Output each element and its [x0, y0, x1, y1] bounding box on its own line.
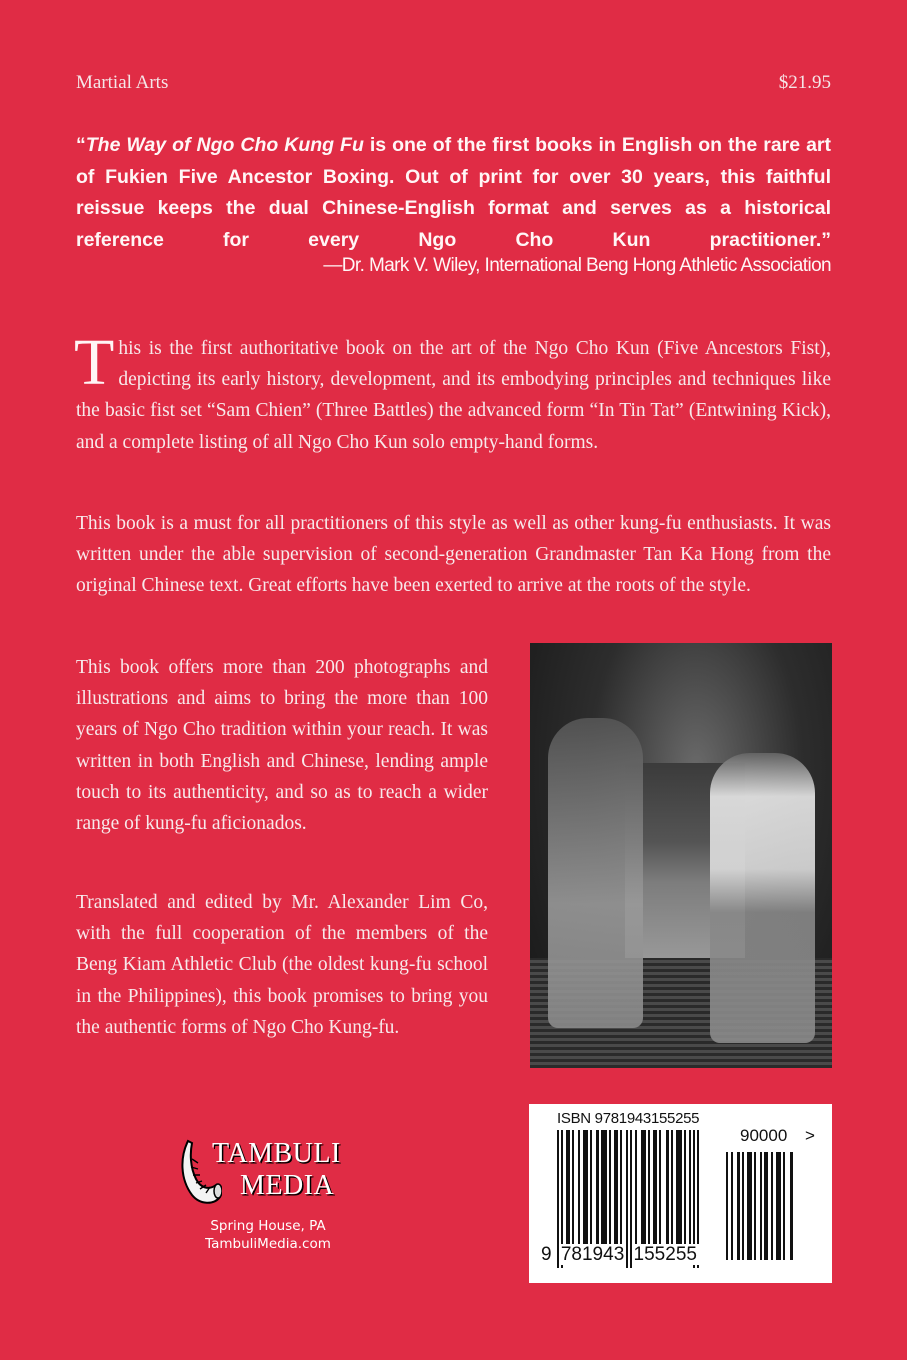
drop-cap: T [74, 326, 115, 399]
quote-attribution: —Dr. Mark V. Wiley, International Beng Hong Athletic Association [323, 255, 831, 276]
photo-figure-right [710, 753, 815, 1043]
paragraph-text: his is the first authoritative book on the art of the Ngo Cho Kun (Five Ancestors Fist), depicting its early history, development, and its embodying principles and techniques like the basic fist set “Sam Chien” (Three Battles) the advanced form “In Tin Tat” (Entwining Kick), and a complete listing of all Ngo Cho Kun solo empty-hand forms. [76, 338, 831, 453]
barcode-digits [539, 1244, 699, 1266]
digit-first: 9 [541, 1244, 552, 1265]
category-label: Martial Arts [76, 72, 169, 93]
paragraph-text: Translated and edited by Mr. Alexander Lim Co, with the full cooperation of the members of the Beng Kiam Athletic Club (the oldest kung-fu school in the Philippines), this book promises to bring you the authentic forms of Ngo Cho Kung-fu. [76, 892, 488, 1038]
publisher-name-line-1: TAMBULI [212, 1138, 341, 1169]
publisher-name-line-2: MEDIA [240, 1170, 335, 1201]
quote-text: is one of the first books in English on the rare art of Fukien Five Ancestor Boxing. Out of print for over 30 years, this faithful reissue keeps the dual Chinese-English format and serves as a historical reference for every Ngo Cho Kun practitioner.” [76, 134, 831, 251]
digits-right: 155255 [633, 1244, 697, 1265]
description-paragraph-1 [74, 326, 831, 458]
barcode-bars-addon [726, 1152, 808, 1260]
barcode-addon-arrow: > [805, 1126, 815, 1145]
book-title: The Way of Ngo Cho Kung Fu [85, 134, 364, 156]
paragraph-text: This book is a must for all practitioners of this style as well as other kung-fu enthusiasts. It was written under the able supervision of second-generation Grandmaster Tan Ka Hong from the original Chinese text. Great efforts have been exerted to arrive at the roots of the style. [76, 513, 831, 597]
price-label: $21.95 [778, 72, 831, 93]
isbn-label: ISBN 9781943155255 [557, 1110, 700, 1127]
endorsement-quote [76, 130, 831, 256]
description-paragraph-4 [76, 887, 488, 1043]
publisher-logo [178, 1139, 358, 1259]
description-paragraph-2 [76, 508, 831, 602]
sparring-photo [530, 643, 832, 1068]
paragraph-text: This book offers more than 200 photographs and illustrations and aims to bring the more than 100 years of Ngo Cho tradition within your reach. It was written in both English and Chinese, lending ample touch to its authenticity, and so as to reach a wider range of kung-fu aficionados. [76, 657, 488, 835]
photo-figure-left [548, 718, 643, 1028]
open-quote: “ [76, 134, 86, 156]
publisher-website: TambuliMedia.com [205, 1236, 331, 1252]
barcode-addon-code: 90000 [740, 1126, 788, 1145]
isbn-barcode [529, 1104, 832, 1283]
description-paragraph-3 [76, 652, 488, 839]
header-row [76, 72, 831, 94]
digits-left: 781943 [560, 1244, 625, 1265]
publisher-location: Spring House, PA [210, 1218, 326, 1234]
